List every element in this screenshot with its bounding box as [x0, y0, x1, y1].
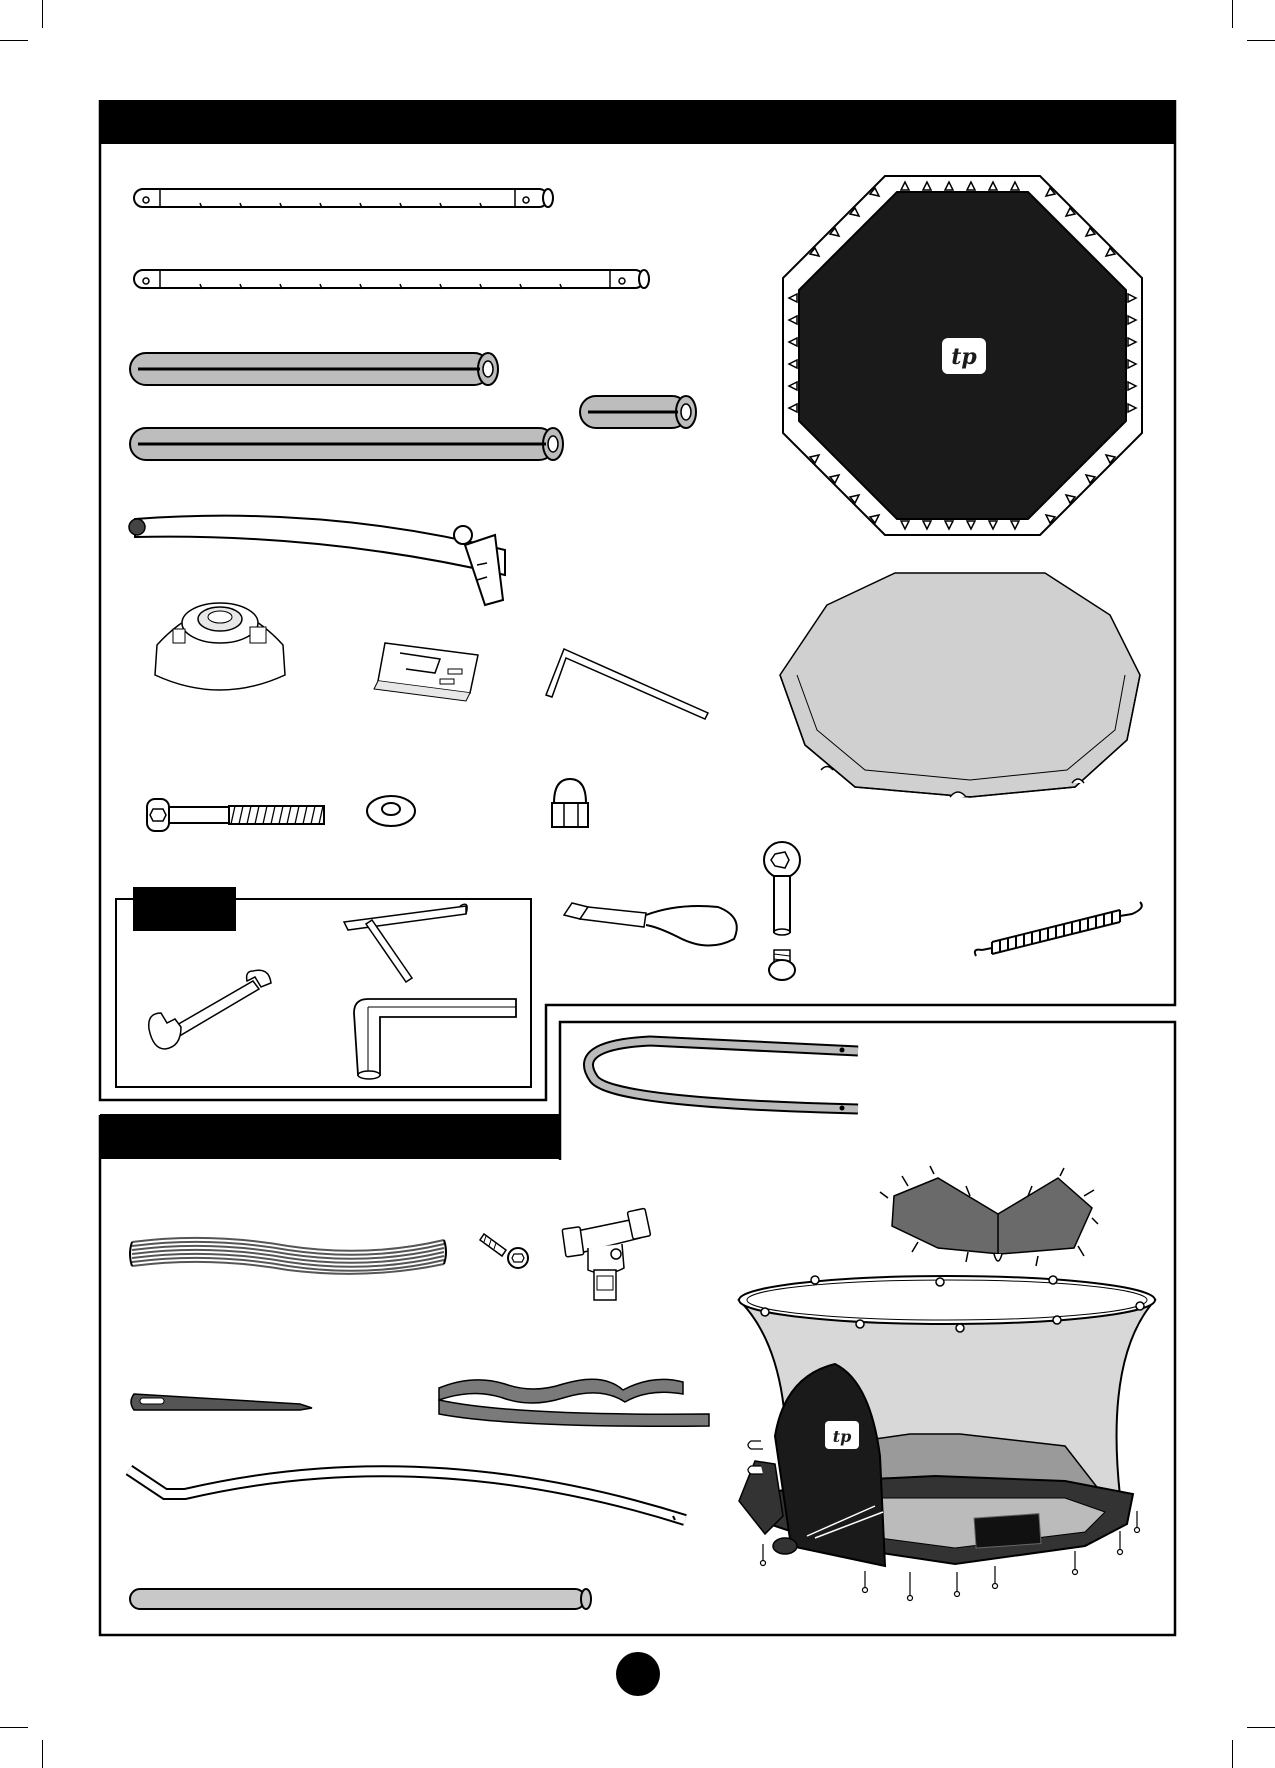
net-rope-bundle: [128, 1228, 448, 1280]
hex-key-large: [350, 995, 520, 1080]
net-parts-header-bar: [100, 1115, 560, 1159]
top-rail-long: [130, 267, 660, 293]
safety-pad: [775, 565, 1145, 805]
assembled-trampoline-enclosure: [735, 1276, 1160, 1631]
trampoline-spring: [970, 898, 1150, 966]
foam-tube-short: [578, 393, 703, 433]
foam-tube-medium: [128, 350, 503, 390]
top-rail-short: [130, 186, 560, 212]
pole-sleeve-cover: [878, 1168, 1098, 1268]
net-top-ring-pole: [580, 1035, 860, 1120]
curved-net-pole: [125, 1458, 690, 1553]
tools-header-tab: [133, 887, 236, 931]
door-logo: tp: [832, 1427, 852, 1446]
page-number-badge: [616, 1652, 660, 1696]
net-t-connector: [560, 1200, 655, 1305]
long-bolt: [145, 795, 330, 835]
frame-parts-header-bar: [100, 100, 1176, 144]
straight-net-pole: [128, 1585, 598, 1615]
pole-cap-base: [145, 585, 295, 703]
trampoline-mat: [775, 168, 1150, 543]
net-straps: [433, 1370, 713, 1426]
t-spring-puller: [340, 904, 470, 984]
slotted-bracket: [370, 635, 485, 700]
acorn-nut: [548, 775, 592, 835]
open-end-wrench: [143, 963, 273, 1053]
allen-key-small: [542, 645, 712, 720]
mat-logo: tp: [951, 344, 977, 370]
washer: [365, 793, 417, 829]
foam-tube-long: [128, 425, 568, 465]
bungee-loop: [558, 895, 744, 955]
lacing-needle: [130, 1386, 315, 1416]
pole-bolt-set: [760, 838, 804, 988]
net-small-screw: [482, 1228, 532, 1268]
